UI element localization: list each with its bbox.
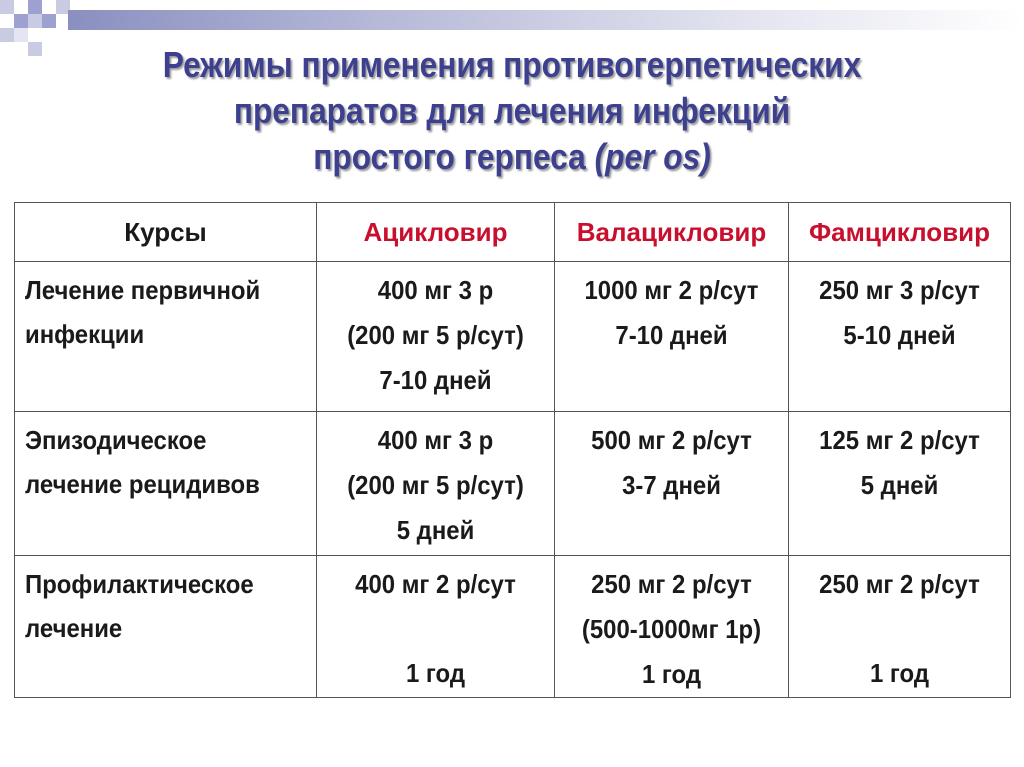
table-row [15,556,1011,698]
course-line: Эпизодическое [25,425,207,455]
dose-cell-famciclovir [789,262,1011,412]
dose-line: 400 мг 2 р/сут [355,569,516,599]
page-title [61,42,962,180]
dose-line: 500 мг 2 р/сут [591,425,752,455]
dose-line: (500-1000мг 1р) [581,614,762,644]
dose-line: 1 год [641,659,702,689]
spacer [317,607,554,651]
dose-line: 125 мг 2 р/сут [819,425,980,455]
title-line-3 [61,134,962,180]
dose-line: 3-7 дней [622,470,721,500]
spacer [789,607,1010,651]
dose-cell-valacyclovir [555,262,789,412]
course-line: Лечение первичной [25,275,261,305]
course-cell [15,262,317,412]
dose-line: 1 год [405,658,466,688]
header-acyclovir: Ацикловир [317,203,555,262]
dose-line: 1000 мг 2 р/сут [584,275,759,305]
dose-line: 400 мг 3 р [377,425,494,455]
dose-line: 1 год [869,658,930,688]
header-valacyclovir: Валацикловир [555,203,789,262]
header-famciclovir: Фамцикловир [789,203,1011,262]
dose-line: 5 дней [396,515,475,545]
dose-cell-famciclovir [789,412,1011,556]
dose-cell-acyclovir [317,412,555,556]
course-line: инфекции [25,319,145,349]
course-cell [15,556,317,698]
course-line: лечение [25,613,123,643]
dose-cell-famciclovir [789,556,1011,698]
dose-line: 7-10 дней [379,365,492,395]
dose-cell-valacyclovir [555,556,789,698]
table-row [15,412,1011,556]
dosage-table [14,202,1011,698]
dose-line: 250 мг 3 р/сут [819,275,980,305]
dose-cell-acyclovir [317,556,555,698]
title-gradient-bar [68,10,1024,30]
header-courses: Курсы [15,203,317,262]
dose-line: 250 мг 2 р/сут [819,569,980,599]
course-cell [15,412,317,556]
dose-line: 5-10 дней [843,320,956,350]
dose-line: (200 мг 5 р/сут) [347,470,524,500]
dose-line: 5 дней [860,470,939,500]
title-line-3-main: простого герпеса [313,136,595,177]
table-header-row [15,203,1011,262]
dose-cell-acyclovir [317,262,555,412]
title-line-2: препаратов для лечения инфекций [233,90,791,131]
title-line-3-italic: (per os) [594,136,711,177]
dose-line: 400 мг 3 р [377,275,494,305]
table-row [15,262,1011,412]
title-line-1: Режимы применения противогерпетических [162,44,862,85]
dose-line: 250 мг 2 р/сут [591,569,752,599]
course-line: лечение рецидивов [25,469,260,499]
dose-line: (200 мг 5 р/сут) [347,320,524,350]
dose-cell-valacyclovir [555,412,789,556]
course-line: Профилактическое [25,569,254,599]
dose-line: 7-10 дней [615,320,728,350]
